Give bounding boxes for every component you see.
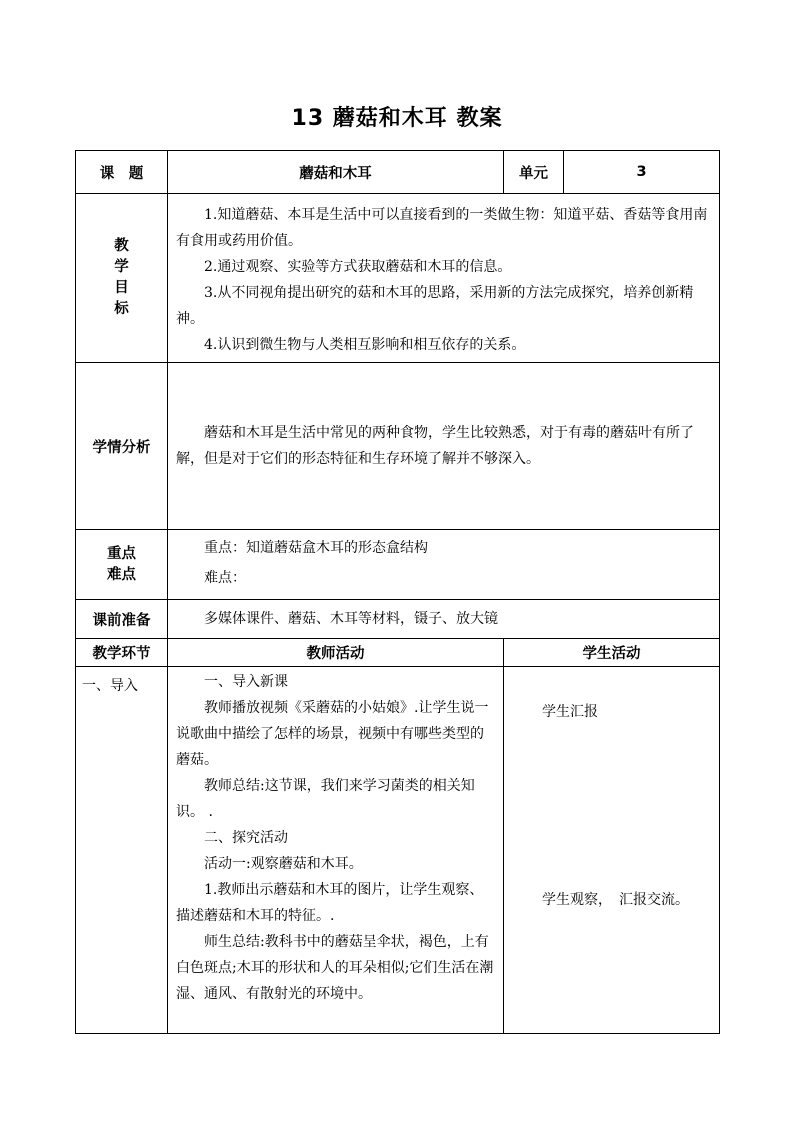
objectives-label [76, 194, 168, 363]
analysis-label: 学情分析 [76, 363, 168, 530]
student-activity-line: 学生观察， 汇报交流。 [542, 892, 689, 908]
teacher-activity-line: 教师总结:这节课，我们来学习菌类的相关知识。 . [176, 778, 475, 820]
page-title: 13 蘑菇和木耳 教案 [291, 106, 503, 131]
preparation-label: 课前准备 [76, 600, 168, 639]
student-header: 学生活动 [504, 639, 720, 667]
unit-label: 单元 [504, 151, 564, 194]
process-row [76, 667, 720, 1034]
objective-item: 4.认识到微生物与人类相互影响和相互依存的关系。 [204, 337, 526, 353]
key-points-content [168, 530, 720, 600]
key-points-label [76, 530, 168, 600]
key-points-row [76, 530, 720, 600]
key-points-label-line: 重点 [107, 545, 136, 562]
analysis-row [76, 363, 720, 530]
analysis-text: 蘑菇和木耳是生活中常见的两种食物，学生比较熟悉，对于有毒的蘑菇叶有所了解，但是对于它们的形态特征和生存环境了解并不够深入。 [176, 425, 694, 467]
objectives-label-char: 目 [114, 280, 129, 296]
stage-text: 一、导入 [82, 678, 138, 694]
student-activity-cell [504, 667, 720, 1034]
teacher-activity-line: 活动一:观察蘑菇和木耳。 [204, 856, 363, 872]
teacher-activity-line: 二、探究活动 [204, 830, 288, 846]
teacher-activity-line: 师生总结:教科书中的蘑菇呈伞状，褐色，上有 白色斑点;木耳的形状和人的耳朵相似;它们生活在潮湿、通风、有散射光的环境中。 [176, 934, 494, 1002]
topic-label: 课 题 [76, 151, 168, 194]
key-points-label-line: 难点 [107, 566, 136, 583]
unit-value: 3 [564, 151, 720, 194]
objective-item: 3.从不同视角提出研究的菇和木耳的思路，采用新的方法完成探究，培养创新精神。 [176, 285, 694, 327]
stage-header: 教学环节 [76, 639, 168, 667]
teacher-activity-line: 教师播放视频《采蘑菇的小姑娘》.让学生说一说歌曲中描绘了怎样的场景，视频中有哪些类型的蘑菇。 [176, 700, 489, 768]
topic-row [76, 151, 720, 194]
teacher-activity-line: 一、导入新课 [204, 674, 288, 690]
objective-item: 1.知道蘑菇、本耳是生活中可以直接看到的一类做生物：知道平菇、香菇等食用南有食用或药用价值。 [176, 207, 708, 249]
objectives-label-char: 教 [114, 238, 129, 254]
lesson-plan-table [75, 150, 720, 1034]
objectives-content [168, 194, 720, 363]
analysis-content [168, 363, 720, 530]
objectives-row [76, 194, 720, 363]
objective-item: 2.通过观察、实验等方式获取蘑菇和木耳的信息。 [204, 259, 512, 275]
teacher-header: 教师活动 [168, 639, 504, 667]
process-header-row [76, 639, 720, 667]
preparation-content [168, 600, 720, 639]
key-point-text: 重点：知道蘑菇盒木耳的形态盒结构 [204, 540, 428, 556]
difficulty-text: 难点： [204, 570, 246, 586]
teacher-activity-line: 1.教师出示蘑菇和木耳的图片，让学生观察、描述蘑菇和木耳的特征。. [176, 882, 484, 924]
objectives-label-char: 标 [114, 301, 129, 317]
stage-cell [76, 667, 168, 1034]
student-activity-line: 学生汇报 [542, 704, 598, 720]
topic-value: 蘑菇和木耳 [168, 151, 504, 194]
preparation-row [76, 600, 720, 639]
objectives-label-char: 学 [114, 259, 129, 275]
preparation-text: 多媒体课件、蘑菇、木耳等材料，镊子、放大镜 [204, 611, 498, 627]
teacher-activity-cell [168, 667, 504, 1034]
